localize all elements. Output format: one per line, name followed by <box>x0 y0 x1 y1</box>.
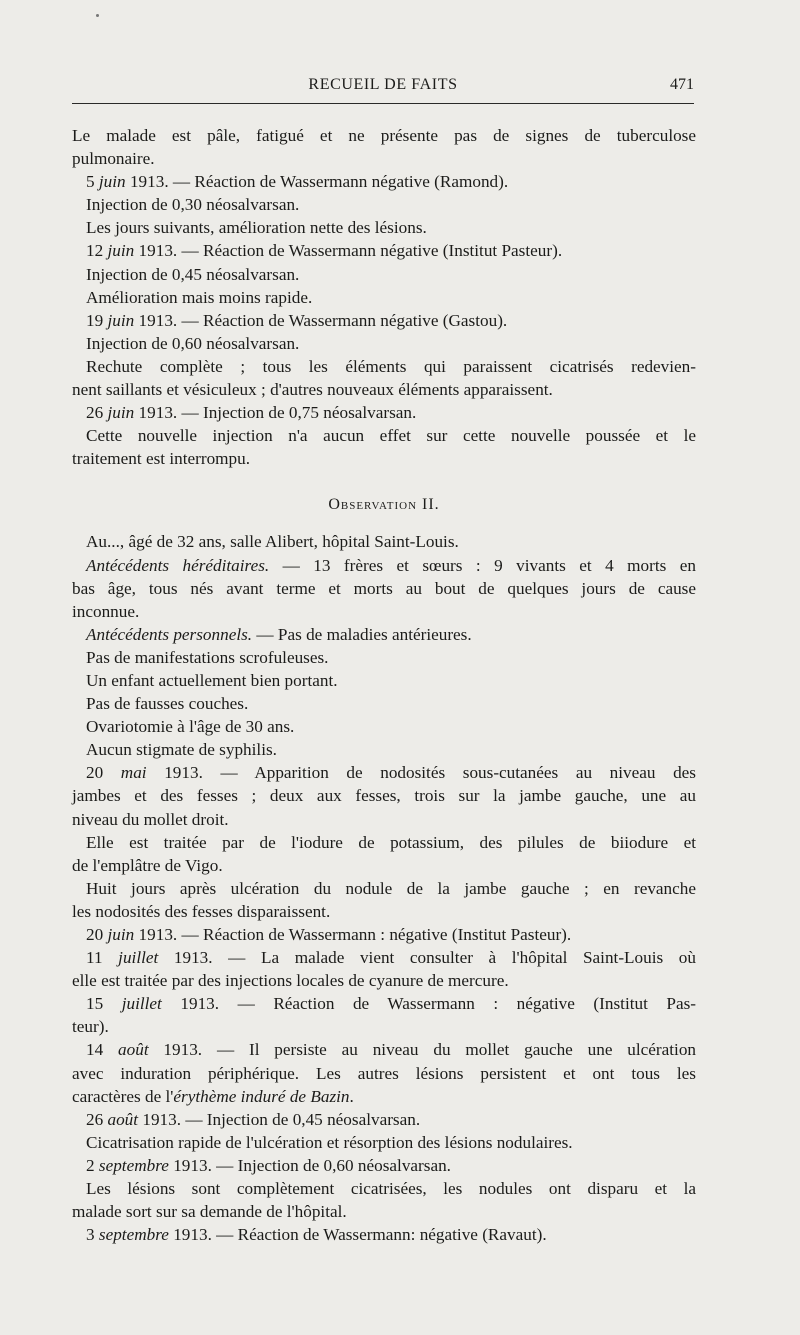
printer-mark <box>96 14 99 17</box>
text-line <box>72 1154 696 1177</box>
text-segment: 20 <box>86 925 108 944</box>
text-line <box>72 309 696 332</box>
text-segment: 1913. — Réaction de Wassermann : négative (Institut Pas- <box>161 994 697 1014</box>
text-segment: Injection de 0,30 néosalvarsan. <box>86 195 300 215</box>
text-segment: 1913. — Réaction de Wassermann négative (Gastou). <box>134 310 508 330</box>
text-segment: 1913. — Réaction de Wassermann négative (Ramond). <box>125 172 509 192</box>
text-line <box>72 239 696 262</box>
italic-text: Antécédents personnels. <box>86 624 253 644</box>
text-segment: 14 <box>86 1040 119 1060</box>
text-segment: Amélioration mais moins rapide. <box>86 287 313 307</box>
text-segment: Pas de fausses couches. <box>86 694 249 714</box>
italic-text: juillet <box>118 948 159 968</box>
text-segment: Les lésions sont complètement cicatrisées, les nodules ont disparu et la <box>86 1179 696 1199</box>
text-segment: 1913. — Il persiste au niveau du mollet gauche une ulcération <box>148 1040 697 1060</box>
text-segment: traitement est interrompu. <box>72 449 251 469</box>
text-segment: 1913. — Réaction de Wassermann négative (Institut Pasteur). <box>134 241 563 261</box>
text-line <box>72 784 696 807</box>
text-line <box>72 623 696 646</box>
text-line <box>72 1015 696 1038</box>
text-segment: 1913. — Injection de 0,45 néosalvarsan. <box>138 1109 421 1129</box>
text-line <box>72 600 696 623</box>
text-segment: Cicatrisation rapide de l'ulcération et résorption des lésions nodulaires. <box>86 1132 573 1152</box>
text-segment: Elle est traitée par de l'iodure de potassium, des pilules de biiodure et <box>86 832 696 852</box>
italic-text: mai <box>120 763 147 783</box>
text-segment: Ovariotomie à l'âge de 30 ans. <box>86 717 295 737</box>
text-line <box>72 554 696 577</box>
text-segment: jambes et des fesses ; deux aux fesses, trois sur la jambe gauche, une au <box>72 786 696 806</box>
italic-text: août <box>118 1040 149 1060</box>
text-line <box>72 877 696 900</box>
text-segment: 3 <box>86 1225 99 1245</box>
text-line <box>72 216 696 239</box>
text-segment: Injection de 0,45 néosalvarsan. <box>86 264 300 284</box>
text-segment: de l'emplâtre de Vigo. <box>72 855 223 875</box>
italic-text: juin <box>107 310 135 330</box>
text-segment: pulmonaire. <box>72 149 155 169</box>
text-segment: 5 <box>86 172 99 192</box>
text-segment: inconnue. <box>72 601 140 621</box>
italic-text: août <box>107 1109 139 1129</box>
text-line <box>72 808 696 831</box>
text-line <box>72 646 696 669</box>
text-segment: Aucun stigmate de syphilis. <box>86 740 277 760</box>
text-line <box>72 424 696 447</box>
text-line <box>72 193 696 216</box>
header-rule <box>72 103 694 104</box>
text-segment: Rechute complète ; tous les éléments qui paraissent cicatrisés redevien- <box>86 356 696 376</box>
text-line <box>72 738 696 761</box>
text-segment: avec induration périphérique. Les autres lésions persistent et ont tous les <box>72 1063 696 1083</box>
text-segment: 1913. — La malade vient consulter à l'hôpital Saint-Louis où <box>158 948 696 968</box>
text-segment: 15 <box>86 994 122 1014</box>
text-line <box>72 1062 696 1085</box>
italic-text: Antécédents héréditaires. <box>86 555 270 575</box>
text-line <box>72 1085 696 1108</box>
text-segment: bas âge, tous nés avant terme et morts au bout de quelques jours de cause <box>72 578 696 598</box>
text-line <box>72 332 696 355</box>
text-line <box>72 124 696 147</box>
italic-text: juillet <box>121 994 162 1014</box>
text-segment: 1913. — Apparition de nodosités sous-cutanées au niveau des <box>146 763 696 783</box>
text-segment: Les jours suivants, amélioration nette des lésions. <box>86 218 427 238</box>
text-line <box>72 530 696 553</box>
text-line <box>72 854 696 877</box>
page-number: 471 <box>670 76 694 93</box>
text-line <box>72 147 696 170</box>
text-segment: 19 <box>86 310 108 330</box>
text-line <box>72 1200 696 1223</box>
italic-text: érythème induré de Bazin <box>173 1086 350 1106</box>
italic-text: juin <box>107 925 135 944</box>
text-segment: les nodosités des fesses disparaissent. <box>72 901 331 921</box>
text-segment: Cette nouvelle injection n'a aucun effet sur cette nouvelle poussée et le <box>86 426 696 446</box>
text-segment: Un enfant actuellement bien portant. <box>86 670 338 690</box>
text-segment: 26 <box>86 1109 108 1129</box>
text-line <box>72 378 696 401</box>
text-line <box>72 1223 696 1246</box>
running-title: RECUEIL DE FAITS <box>308 76 458 93</box>
text-segment: 1913. — Injection de 0,75 néosalvarsan. <box>134 403 417 423</box>
text-line <box>72 447 696 470</box>
text-segment: — Pas de maladies antérieures. <box>252 624 472 644</box>
text-line <box>72 923 696 946</box>
text-segment: teur). <box>72 1017 109 1037</box>
text-segment: Injection de 0,60 néosalvarsan. <box>86 333 300 353</box>
observation-heading-text: Observation II. <box>328 496 440 514</box>
text-segment: 26 <box>86 403 108 423</box>
body-text <box>72 124 696 1246</box>
text-segment: 12 <box>86 241 108 261</box>
text-line <box>72 1177 696 1200</box>
text-line <box>72 946 696 969</box>
text-line <box>72 355 696 378</box>
text-line <box>72 286 696 309</box>
text-segment: 20 <box>86 763 121 783</box>
text-segment: niveau du mollet droit. <box>72 809 229 829</box>
text-segment: — 13 frères et sœurs : 9 vivants et 4 morts en <box>269 555 696 575</box>
italic-text: juin <box>107 241 135 261</box>
text-segment: 1913. — Injection de 0,60 néosalvarsan. <box>168 1155 451 1175</box>
text-segment: Au..., âgé de 32 ans, salle Alibert, hôpital Saint-Louis. <box>86 532 459 552</box>
text-line <box>72 401 696 424</box>
text-line <box>72 263 696 286</box>
text-line <box>72 715 696 738</box>
text-segment: Le malade est pâle, fatigué et ne présente pas de signes de tuberculose <box>72 126 696 145</box>
observation-heading <box>72 480 696 530</box>
text-line <box>72 969 696 992</box>
text-segment: 11 <box>86 948 119 968</box>
text-segment: 2 <box>86 1155 99 1175</box>
italic-text: juin <box>107 403 135 423</box>
text-line <box>72 669 696 692</box>
text-line <box>72 1108 696 1131</box>
text-segment: caractères de l' <box>72 1086 174 1106</box>
text-segment: nent saillants et vésiculeux ; d'autres nouveaux éléments apparaissent. <box>72 380 553 400</box>
italic-text: juin <box>98 172 126 192</box>
text-segment: 1913. — Réaction de Wassermann : négative (Institut Pasteur). <box>134 925 572 944</box>
text-line <box>72 577 696 600</box>
italic-text: septembre <box>98 1155 169 1175</box>
text-segment: Huit jours après ulcération du nodule de la jambe gauche ; en revanche <box>86 878 696 898</box>
text-segment: malade sort sur sa demande de l'hôpital. <box>72 1202 347 1222</box>
text-segment: Pas de manifestations scrofuleuses. <box>86 647 329 667</box>
page-header <box>72 72 694 100</box>
text-line <box>72 1131 696 1154</box>
text-line <box>72 900 696 923</box>
text-segment: elle est traitée par des injections locales de cyanure de mercure. <box>72 971 509 991</box>
text-line <box>72 170 696 193</box>
text-segment: . <box>349 1086 354 1106</box>
italic-text: septembre <box>98 1225 169 1245</box>
text-line <box>72 831 696 854</box>
text-line <box>72 992 696 1015</box>
text-line <box>72 761 696 784</box>
text-line <box>72 1038 696 1061</box>
text-segment: 1913. — Réaction de Wassermann: négative (Ravaut). <box>168 1225 547 1245</box>
text-line <box>72 692 696 715</box>
